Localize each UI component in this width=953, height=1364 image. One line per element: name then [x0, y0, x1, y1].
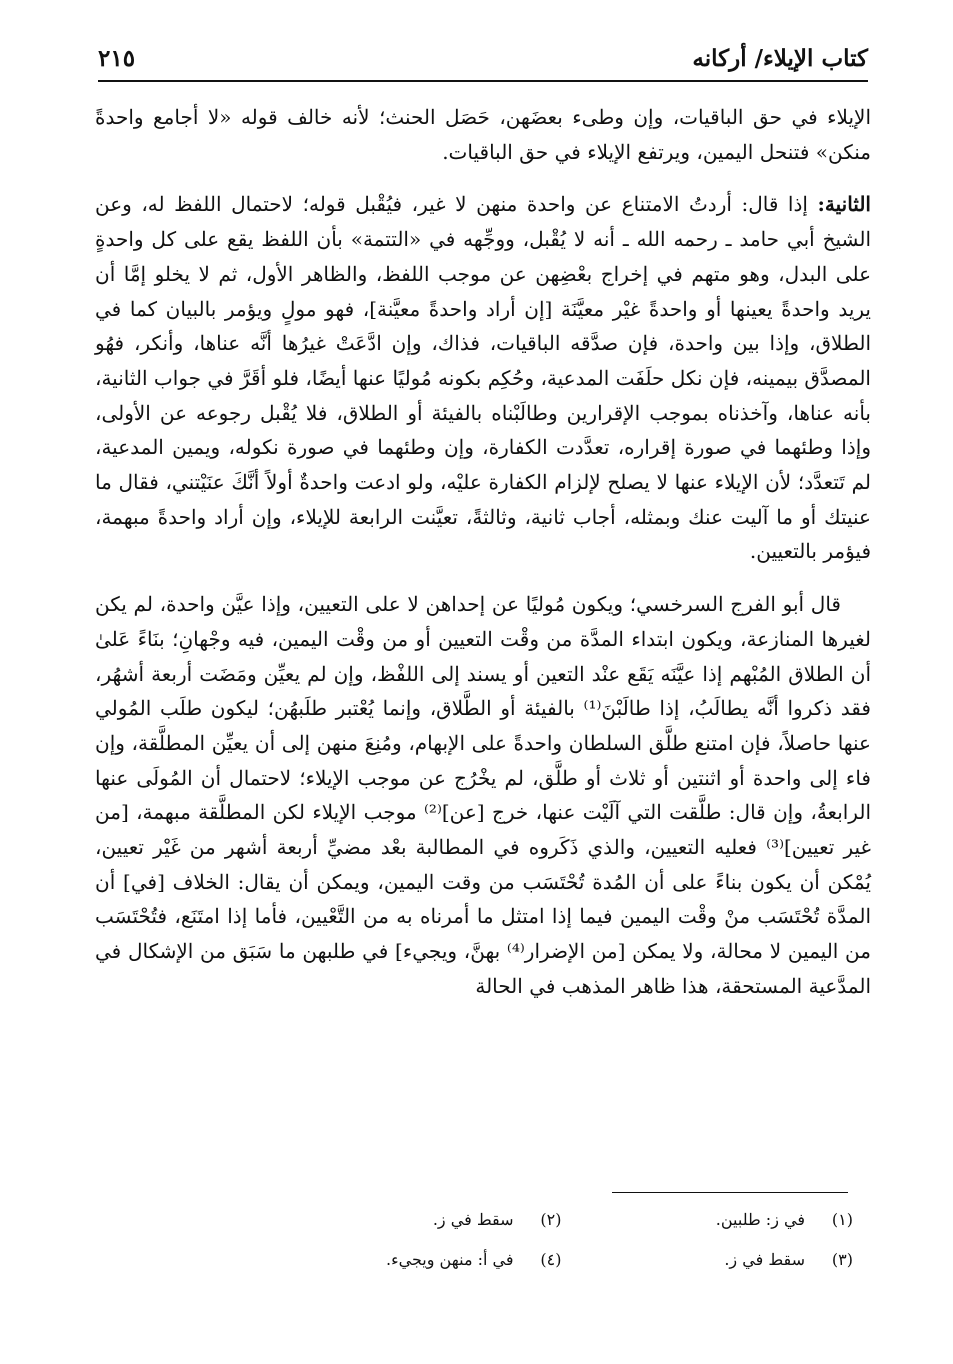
- footnote-number: (٢): [540, 1210, 562, 1229]
- paragraph-1: الإيلاء في حق الباقيات، وإن وطىء بعضَهن، حَصَل الحنث؛ لأنه خالف قوله «لا أجامع واحدةً منكن» فتنحل اليمين، ويرتفع الإيلاء في حق الباقيات.: [95, 105, 871, 164]
- footnote-text: سقط في ز.: [432, 1210, 514, 1229]
- footnote-row: [270, 1200, 853, 1240]
- paragraph-2-lead: الثانية:: [817, 192, 871, 217]
- paragraph-2-body: إذا قال: أردتُ الامتناع عن واحدة منهن لا غير، فيُقْبل قوله؛ لاحتمال اللفظ له، وعن الشيخ أبي حامد ـ رحمه الله ـ أنه لا يُقْبل، ووجِّهه في «التتمة» بأن اللفظ يقع على كل واحدةٍ على البدل، وهو متهم في إخراج بعْضِهن عن موجب اللفظ، والظاهر الأول، ثم لا يخلو إمَّا أن يريد واحدةً يعينها أو واحدةً غيْر معيَّنَة [إن أراد واحدةً معيَّنة]، فهو مولٍ ويؤمر بالبيان كما في الطلاق، وإذا بين واحدة، فإن صدَّقه الباقيات، فذاك، وإن ادَّعَتْ غيرُها أنَّه عناها، وأنكر، فهُو المصدَّق بيمينه، فإن نكل حلَفَت المدعية، وحُكِم بكونه مُوليًا عنها أيضًا، فلو أقَرَّ في جواب الثانية، بأنه عناها، وآخذناه بموجب الإقرارين وطالَبْناه بالفيئة أو الطلاق، فلا يُقْبل رجوعه عن الأولى، وإذا وطئهما في صورة إقراره، تعدَّدت الكفارة، وإن وطئهما في صورة نكوله، ويمين المدعية، لم تَتعدَّد؛ لأن الإيلاء عنها لا يصلح لإلزام الكفارة عليْه، ولو ادعت واحدةٌ أولاً أنَّكَ عنَيْتني، فقال ما عنيتك أو ما آليت عنك وبمثله، أجاب ثانية، وثالثةً، تعيَّنت الرابعة للإيلاء، وإن أراد واحدةً مبهمة، فيؤمر بالتعيين.: [95, 192, 872, 564]
- footnote-number: (١): [831, 1210, 853, 1229]
- footnote-row: [270, 1240, 853, 1280]
- footnote-number: (٤): [540, 1250, 562, 1269]
- page-header: [98, 38, 868, 78]
- footnote-3: [562, 1240, 854, 1280]
- footnote-number: (٣): [831, 1250, 853, 1269]
- footnotes: [270, 1200, 853, 1280]
- running-title: كتاب الإيلاء/ أركانه: [692, 44, 868, 72]
- footnote-divider: [612, 1192, 848, 1193]
- paragraph-3: قال أبو الفرج السرخسي؛ ويكون مُوليًا عن إحداهن لا على التعيين، وإذا عيَّن واحدة، لم يكن لغيرها المنازعة، ويكون ابتداء المدَّة من وقْت التعيين أو من وقْت اليمين، فيه وجْهانِ؛ بنَاءً عَلىٰ أن الطلاق المُبْهم إذا عيَّنَه يَقَع عنْد التعين أو يسند إلى اللفْظ، وإن لم يعيِّن ومَضَت أربعة أشهُر، فقد ذكروا أنَّه يطالَبُ، إذا طالَبْنَ⁽¹⁾ بالفيئة أو الطَّلاق، وإنما يُعْتبر طلَبهُن؛ ليكون طلَب المُولي عنها حاصلاً، فإن امتنع طلَّق السلطان واحدةً على الإبهام، ومُنِعَ منهن إلى أن يعيِّن المطلَّقة، وإن فاء إلى واحدة أو اثنتين أو ثلاث أو طلَّق، لم يخْرُج عن موجب الإيلاء؛ لاحتمال أن المُولَى عنها الرابعةُ، وإن قال: طلَّقت التي آلَيْت عنها، خرج [عن]⁽²⁾ موجب الإيلاء لكن المطلَّقة مبهمة، [من غير تعيين]⁽³⁾ فعليه التعيين، والذي ذَكَروه في المطالبة بعْد مضيِّ أربعة أشهر من غَيْر تعيين، يُمْكن أن يكون بناءً على أن المُدة تُحْتَسَب من وقت اليمين، ويمكن أن يقال: الخلاف [في] أن المدَّة تُحْتَسَب منْ وقْت اليمين فيما إذا امتثل ما أمرناه به من التَّعْيين، فأما إذا امتَنَع، فتُحْتَسَب من اليمين لا محالة، ولا يمكن [من الإضرار⁽⁴⁾ بهنَّ، ويجيء] في طلبهن ما سَبَق من الإشكال في المدَّعية المستحقة، هذا ظاهر المذهب في الحالة: [95, 592, 871, 998]
- footnote-2: [270, 1200, 562, 1240]
- footnote-1: [562, 1200, 854, 1240]
- page-number: ٢١٥: [98, 44, 136, 72]
- footnote-4: [270, 1240, 562, 1280]
- footnote-text: في أ: منهن ويجيء.: [386, 1250, 514, 1269]
- main-text: [95, 100, 871, 1004]
- header-divider: [98, 80, 868, 82]
- footnote-text: سقط في ز.: [724, 1250, 805, 1269]
- footnote-text: في ز: طلبين.: [715, 1210, 805, 1229]
- paragraph-2: [95, 187, 871, 569]
